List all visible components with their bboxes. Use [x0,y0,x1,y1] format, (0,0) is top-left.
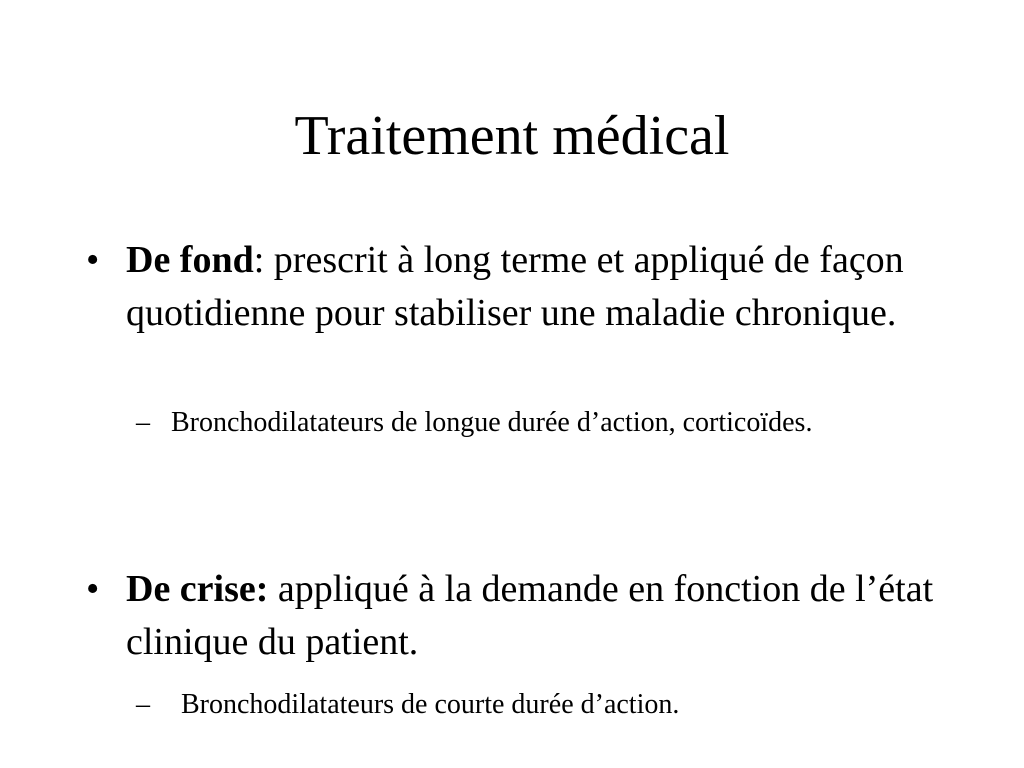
sub-bullet-text: Bronchodilatateurs de courte durée d’action. [181,689,680,720]
sub-bullet-de-crise [136,685,836,730]
bullet-de-crise [86,563,966,673]
sub-bullet-marker: – [136,689,150,720]
bullet-body: appliqué à la demande en fonction de l’état clinique du patient. [126,568,934,663]
bullet-lead: De fond [126,239,254,281]
sub-bullet-text: Bronchodilatateurs de longue durée d’action, corticoïdes. [171,407,813,438]
bullet-text [126,234,956,340]
slide-title: Traitement médical [294,105,730,167]
sub-bullet-marker: – [136,407,150,438]
bullet-de-fond [86,234,966,399]
bullet-marker: • [86,239,100,281]
bullet-lead: De crise: [126,568,269,610]
bullet-text [126,563,956,669]
bullet-marker: • [86,568,100,610]
sub-bullet-de-fond [136,403,836,488]
bullet-body: : prescrit à long terme et appliqué de façon quotidienne pour stabiliser une maladie chronique. [126,239,904,334]
